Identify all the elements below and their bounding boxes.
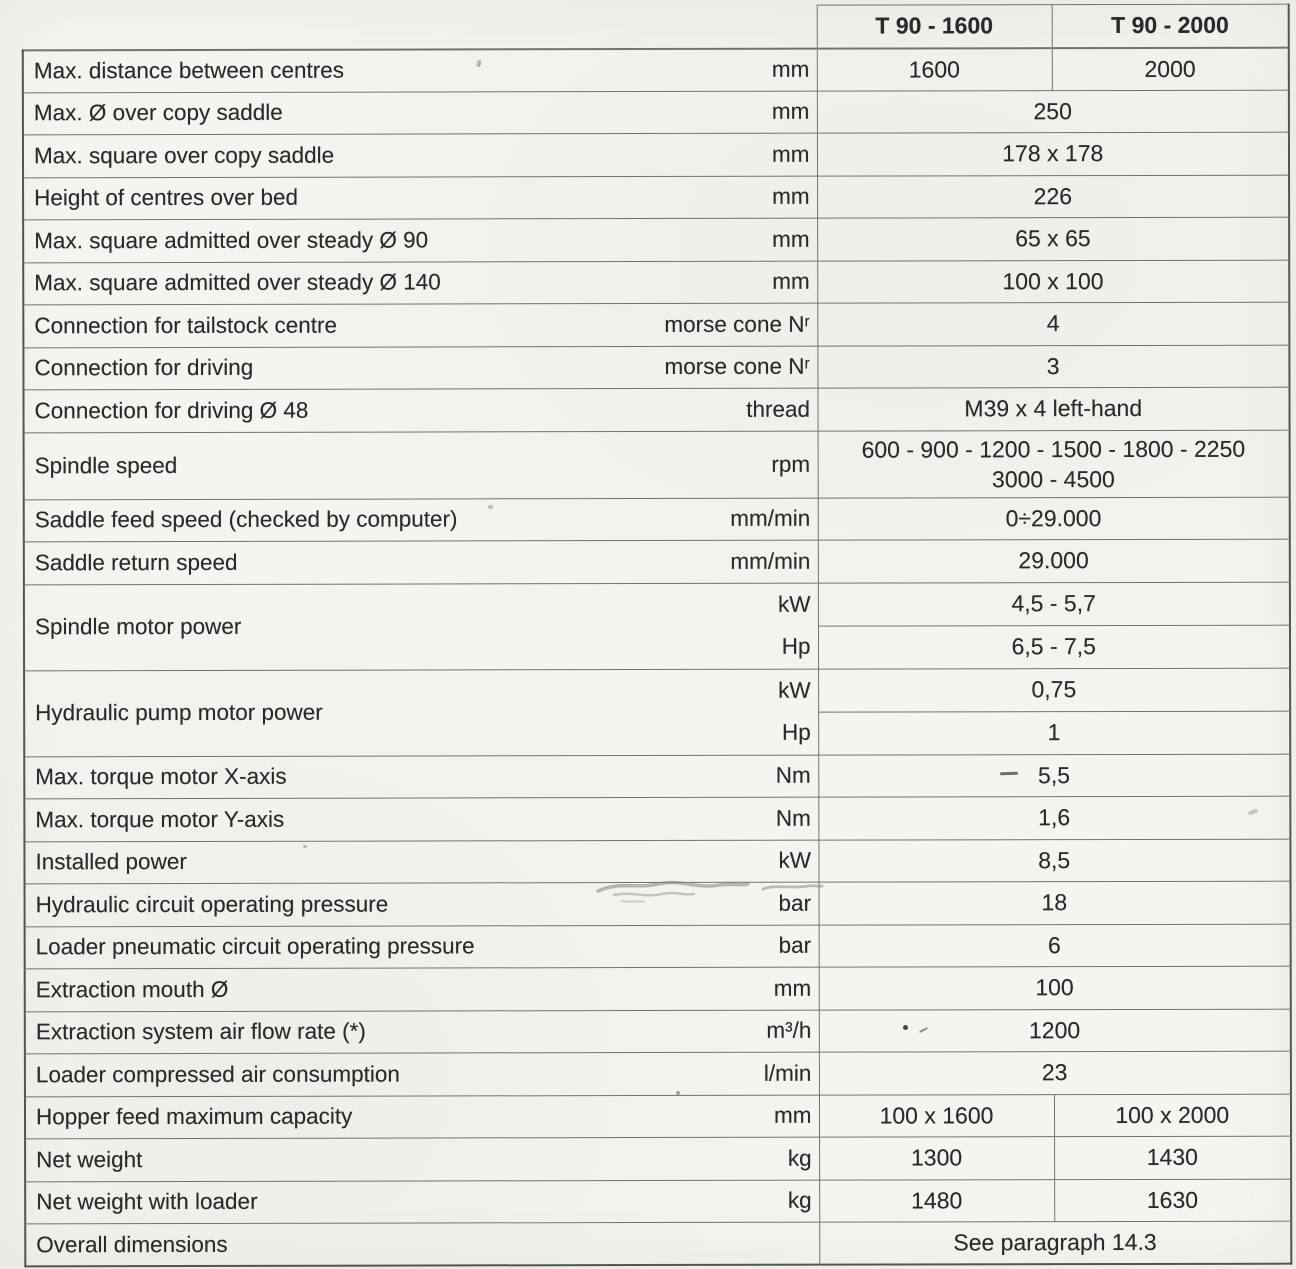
spec-label-cell [24, 431, 818, 500]
spec-value-cell: 100 x 100 [817, 260, 1289, 303]
spec-label-cell [25, 1222, 819, 1266]
spec-value-cell: 1430 [1054, 1136, 1291, 1179]
spec-label-wrap [25, 506, 818, 534]
spec-unit: mm [771, 56, 810, 82]
spec-value-cell: 6 [819, 924, 1291, 967]
spec-table [22, 4, 1293, 1268]
spec-label-cell [23, 176, 817, 220]
spec-value-cell: 4 [817, 302, 1289, 345]
table-row [25, 966, 1291, 1011]
spec-unit: thread [746, 396, 811, 422]
spec-label: Connection for driving Ø 48 [34, 397, 309, 424]
spec-value-cell: 8,5 [818, 839, 1290, 882]
spec-label-cell [23, 346, 817, 390]
spec-label-wrap [25, 848, 818, 876]
spec-unit: kW [778, 847, 811, 873]
table-row [24, 539, 1290, 584]
spec-label-cell [24, 797, 818, 841]
spec-label: Extraction system air flow rate (*) [35, 1018, 366, 1045]
spec-label-cell [25, 1095, 819, 1139]
spec-label-cell [25, 967, 819, 1011]
spec-label: Saddle feed speed (checked by computer) [34, 506, 458, 533]
spec-unit: kW [777, 591, 811, 617]
spec-unit-stack [778, 669, 811, 754]
spec-unit: mm/min [730, 505, 811, 532]
spec-label: Net weight [36, 1146, 143, 1173]
table-row [24, 430, 1290, 500]
spec-label-wrap [26, 1145, 819, 1173]
spec-label: Net weight with loader [36, 1189, 258, 1215]
spec-label-wrap [26, 1018, 819, 1046]
spec-label-cell [24, 540, 818, 584]
table-row [23, 47, 1289, 92]
spec-value-line: 600 - 900 - 1200 - 1500 - 1800 - 2250 [861, 435, 1246, 463]
spec-value-cell: 250 [817, 90, 1289, 133]
spec-label: Installed power [35, 849, 187, 875]
spec-label-wrap [24, 354, 817, 382]
header-row [23, 4, 1289, 50]
spec-value-cell: 1 [818, 711, 1290, 755]
table-row [25, 1179, 1291, 1224]
spec-label: Saddle return speed [34, 549, 238, 576]
spec-label-cell [25, 925, 819, 969]
spec-unit: Hp [781, 719, 811, 745]
table-row [23, 132, 1289, 177]
spec-unit: l/min [763, 1060, 812, 1086]
spec-label-cell [25, 1180, 819, 1224]
spec-label-wrap [24, 184, 817, 212]
table-row [25, 1094, 1291, 1139]
spec-label: Connection for tailstock centre [34, 312, 338, 339]
spec-label-cell [23, 261, 817, 305]
spec-unit: kg [787, 1187, 812, 1213]
table-row [25, 881, 1291, 926]
spec-value-cell: 6,5 - 7,5 [818, 625, 1290, 669]
spec-label-cell [23, 133, 817, 177]
spec-value-cell: 5,5 [818, 754, 1290, 797]
table-row [23, 260, 1289, 305]
spec-label-cell [24, 669, 818, 757]
spec-label: Max. torque motor Y-axis [35, 806, 285, 833]
table-row [24, 754, 1290, 799]
spec-label-cell [24, 583, 818, 671]
table-row [24, 839, 1290, 884]
spec-unit: morse cone Nʳ [664, 353, 810, 380]
spec-value-cell: 1300 [819, 1137, 1054, 1180]
spec-unit: morse cone Nʳ [664, 311, 810, 337]
spec-unit: mm [773, 1102, 812, 1129]
spec-unit: Nm [775, 805, 811, 831]
spec-value-cell: 4,5 - 5,7 [818, 582, 1290, 626]
spec-label: Max. torque motor X-axis [35, 764, 287, 790]
spec-label-wrap [24, 311, 817, 339]
table-row [25, 1136, 1291, 1181]
spec-unit: kg [787, 1145, 812, 1171]
spec-label-wrap [26, 1188, 819, 1216]
spec-unit: rpm [771, 451, 811, 477]
spec-value-line: 3000 - 4500 [992, 465, 1115, 492]
spec-label: Max. distance between centres [33, 57, 345, 84]
spec-value-cell [818, 430, 1290, 498]
spec-label-wrap [24, 226, 817, 254]
spec-label-wrap [24, 269, 817, 297]
spec-label: Height of centres over bed [34, 185, 299, 211]
spec-label-wrap [26, 1230, 819, 1258]
spec-value-cell: 29.000 [818, 539, 1290, 582]
spec-value-cell: 65 x 65 [817, 217, 1289, 260]
table-row [25, 1221, 1291, 1266]
spec-value-cell: 23 [819, 1051, 1291, 1094]
spec-label-wrap [25, 396, 818, 424]
table-row [25, 1009, 1291, 1054]
spec-value-cell: See paragraph 14.3 [819, 1221, 1291, 1264]
spec-label: Connection for driving [34, 355, 254, 381]
spec-label-wrap [26, 933, 819, 961]
spec-label-cell [24, 840, 818, 884]
spec-label-cell [25, 1137, 819, 1181]
spec-label: Max. square admitted over steady Ø 140 [34, 269, 441, 296]
column-header-t90-1600: T 90 - 1600 [817, 5, 1052, 48]
spec-unit-stack [778, 583, 811, 668]
spec-label-wrap [25, 669, 818, 756]
spec-unit: kW [778, 677, 811, 703]
spec-label-cell [24, 755, 818, 799]
spec-value-cell: 3 [817, 345, 1289, 388]
spec-label-wrap [26, 1103, 819, 1131]
spec-label: Max. square over copy saddle [33, 142, 335, 169]
spec-value-cell: 100 [819, 966, 1291, 1009]
spec-label: Overall dimensions [36, 1231, 228, 1257]
table-row [23, 345, 1289, 390]
spec-value-cell: 178 x 178 [817, 132, 1289, 175]
spec-unit: mm [772, 183, 810, 210]
spec-unit: bar [778, 890, 812, 916]
table-row [25, 1051, 1291, 1096]
spec-value-cell: 0,75 [818, 668, 1290, 712]
spec-value-cell: 1630 [1054, 1179, 1291, 1222]
spec-label-wrap [25, 451, 818, 479]
spec-value-cell: 18 [819, 881, 1291, 924]
spec-unit: mm [771, 141, 810, 167]
column-header-t90-2000: T 90 - 2000 [1052, 4, 1289, 47]
spec-unit: Hp [781, 633, 811, 659]
spec-label-cell [24, 498, 818, 542]
spec-label: Max. Ø over copy saddle [33, 100, 283, 126]
spec-label: Loader compressed air consumption [35, 1061, 400, 1088]
table-row [24, 796, 1290, 841]
spec-label-cell [23, 218, 817, 262]
spec-value-cell: 2000 [1052, 47, 1289, 90]
spec-label-cell [23, 303, 817, 347]
spec-label: Loader pneumatic circuit operating pressure [35, 933, 475, 960]
spec-value-cell: 1600 [817, 48, 1052, 91]
spec-unit: mm/min [730, 548, 811, 574]
spec-label: Spindle motor power [34, 613, 242, 640]
spec-table-body [23, 47, 1292, 1266]
table-row [24, 668, 1290, 714]
spec-label: Max. square admitted over steady Ø 90 [34, 227, 429, 254]
spec-unit: Nm [775, 762, 811, 789]
spec-unit: bar [778, 932, 812, 958]
table-row [23, 387, 1289, 432]
spec-unit: m³/h [766, 1017, 812, 1044]
spec-label-cell [23, 48, 817, 92]
spec-label: Hopper feed maximum capacity [35, 1103, 353, 1130]
spec-unit: mm [771, 98, 810, 125]
spec-value-cell: 226 [817, 175, 1289, 218]
header-corner-blank [23, 5, 817, 50]
spec-label-wrap [25, 583, 818, 670]
spec-value-cell: 1,6 [818, 796, 1290, 839]
spec-label-cell [23, 388, 817, 432]
spec-unit: mm [773, 975, 812, 1001]
spec-label-wrap [25, 548, 818, 576]
table-row [23, 175, 1289, 220]
spec-label-cell [23, 91, 817, 135]
spec-value-cell: 1200 [819, 1009, 1291, 1052]
table-row [23, 90, 1289, 135]
spec-label-wrap [25, 763, 818, 791]
spec-label: Spindle speed [34, 452, 178, 478]
spec-label-cell [25, 882, 819, 926]
spec-label-wrap [26, 1060, 819, 1088]
spec-label: Hydraulic pump motor power [35, 699, 323, 726]
table-row [24, 497, 1290, 542]
spec-unit: mm [772, 268, 810, 295]
spec-label-cell [25, 1052, 819, 1096]
table-row [24, 582, 1290, 628]
spec-value-cell: 0÷29.000 [818, 497, 1290, 540]
spec-label: Hydraulic circuit operating pressure [35, 891, 389, 918]
table-row [23, 217, 1289, 262]
spec-label-wrap [25, 805, 818, 833]
spec-label-wrap [24, 57, 817, 85]
table-row [25, 924, 1291, 969]
spec-value-cell: 100 x 2000 [1054, 1094, 1291, 1137]
spec-label-cell [25, 1010, 819, 1054]
spec-label: Extraction mouth Ø [35, 976, 229, 1003]
spec-value-cell: 100 x 1600 [819, 1094, 1054, 1137]
spec-value-cell: M39 x 4 left-hand [817, 387, 1289, 430]
spec-label-wrap [24, 99, 817, 127]
table-row [23, 302, 1289, 347]
spec-value-cell: 1480 [819, 1179, 1054, 1222]
spec-label-wrap [26, 975, 819, 1003]
spec-label-wrap [24, 141, 817, 169]
spec-label-wrap [26, 890, 819, 918]
spec-unit: mm [772, 226, 810, 252]
